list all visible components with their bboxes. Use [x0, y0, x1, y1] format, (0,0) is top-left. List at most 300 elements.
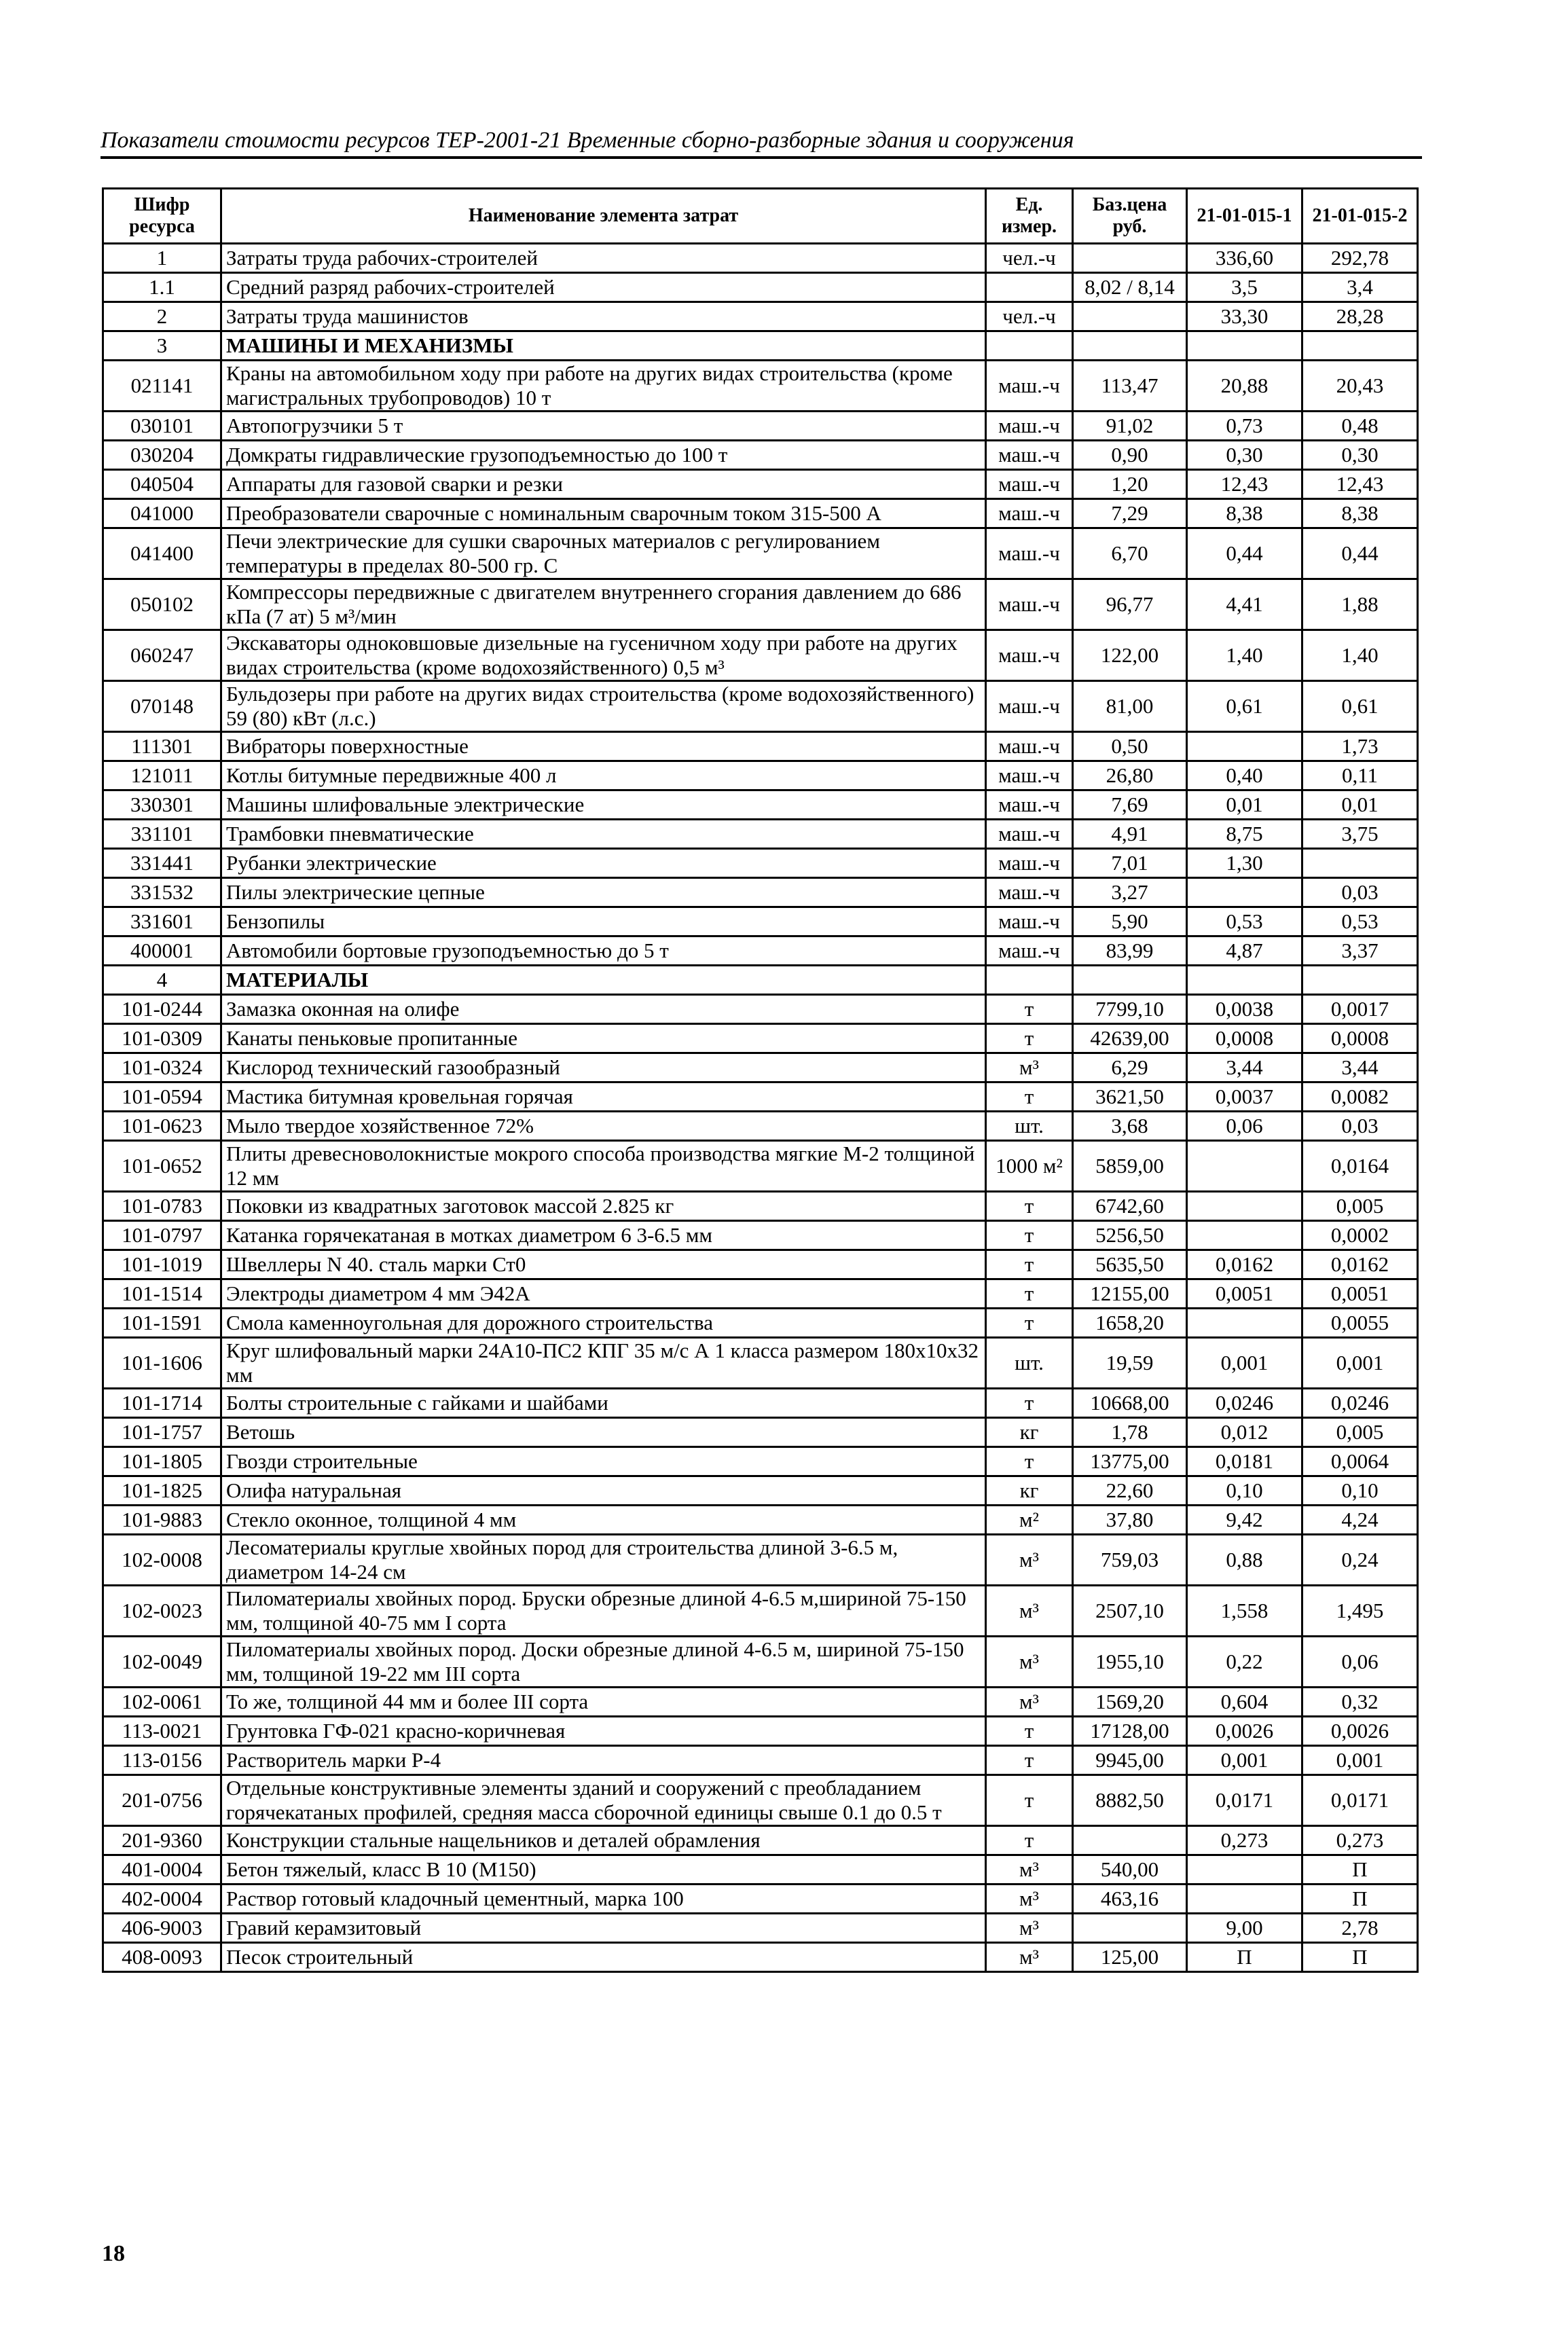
cell-name: Канаты пеньковые пропитанные: [221, 1024, 986, 1053]
cell-name: Домкраты гидравлические грузоподъемностью до 100 т: [221, 441, 986, 470]
cell-unit: м³: [986, 1637, 1073, 1688]
cell-code: 101-1805: [103, 1447, 221, 1476]
cell-price: 5,90: [1073, 907, 1187, 936]
cell-unit: маш.-ч: [986, 630, 1073, 681]
cell-v2: 1,40: [1302, 630, 1418, 681]
cell-unit: м³: [986, 1855, 1073, 1885]
cell-unit: маш.-ч: [986, 936, 1073, 966]
cell-price: 1,20: [1073, 470, 1187, 499]
table-row: [103, 1746, 1418, 1775]
cell-v1: 0,0162: [1187, 1250, 1302, 1279]
cell-v1: 33,30: [1187, 302, 1302, 331]
column-header: 21-01-015-2: [1302, 189, 1418, 244]
cell-v2: 0,0026: [1302, 1717, 1418, 1746]
cell-v2: [1302, 331, 1418, 361]
table-row: [103, 528, 1418, 579]
table-row: [103, 273, 1418, 302]
cell-code: 111301: [103, 732, 221, 761]
column-header: Ед. измер.: [986, 189, 1073, 244]
table-row: [103, 1082, 1418, 1112]
cell-name: Компрессоры передвижные с двигателем внутреннего сгорания давлением до 686 кПа (7 ат) 5 м³/мин: [221, 579, 986, 630]
table-row: [103, 1389, 1418, 1418]
cell-v1: 0,06: [1187, 1112, 1302, 1141]
cell-price: 6,29: [1073, 1053, 1187, 1082]
cell-v2: 0,30: [1302, 441, 1418, 470]
cell-v2: 0,61: [1302, 681, 1418, 732]
cell-unit: т: [986, 1279, 1073, 1309]
cell-code: 101-0309: [103, 1024, 221, 1053]
cell-code: 1.1: [103, 273, 221, 302]
cell-name: Автопогрузчики 5 т: [221, 412, 986, 441]
cell-price: [1073, 302, 1187, 331]
cell-unit: маш.-ч: [986, 790, 1073, 820]
cell-unit: [986, 273, 1073, 302]
cell-unit: маш.-ч: [986, 681, 1073, 732]
table-row: [103, 1637, 1418, 1688]
cell-price: 17128,00: [1073, 1717, 1187, 1746]
table-row: [103, 936, 1418, 966]
cell-v2: [1302, 849, 1418, 878]
cell-name: Преобразователи сварочные с номинальным сварочным током 315-500 А: [221, 499, 986, 528]
table-row: [103, 361, 1418, 412]
cell-v1: 0,273: [1187, 1826, 1302, 1855]
cell-v1: 0,001: [1187, 1338, 1302, 1389]
cell-v2: 0,11: [1302, 761, 1418, 790]
table-row: [103, 849, 1418, 878]
table-row: [103, 732, 1418, 761]
cell-v1: 0,40: [1187, 761, 1302, 790]
cell-name: Пиломатериалы хвойных пород. Бруски обрезные длиной 4-6.5 м,шириной 75-150 мм, толщиной 40-75 мм I сорта: [221, 1586, 986, 1637]
cell-v1: 8,75: [1187, 820, 1302, 849]
table-row: [103, 1885, 1418, 1914]
cell-price: 8,02 / 8,14: [1073, 273, 1187, 302]
cell-name: Краны на автомобильном ходу при работе на других видах строительства (кроме магистральных трубопроводов) 10 т: [221, 361, 986, 412]
cell-code: 331441: [103, 849, 221, 878]
cell-v2: 0,06: [1302, 1637, 1418, 1688]
cell-code: 102-0049: [103, 1637, 221, 1688]
cell-price: 1,78: [1073, 1418, 1187, 1447]
cell-price: 19,59: [1073, 1338, 1187, 1389]
cell-v1: [1187, 1141, 1302, 1192]
cell-price: 83,99: [1073, 936, 1187, 966]
cell-price: [1073, 331, 1187, 361]
cell-v1: 0,0026: [1187, 1717, 1302, 1746]
cell-v2: 0,03: [1302, 1112, 1418, 1141]
cell-price: 540,00: [1073, 1855, 1187, 1885]
cell-unit: шт.: [986, 1338, 1073, 1389]
cell-code: 408-0093: [103, 1943, 221, 1972]
cell-unit: т: [986, 1389, 1073, 1418]
cell-unit: [986, 331, 1073, 361]
cell-v1: 9,42: [1187, 1506, 1302, 1535]
cell-price: 9945,00: [1073, 1746, 1187, 1775]
cell-unit: кг: [986, 1418, 1073, 1447]
cell-unit: т: [986, 1250, 1073, 1279]
cell-name: Катанка горячекатаная в мотках диаметром 6 3-6.5 мм: [221, 1221, 986, 1250]
cell-price: 12155,00: [1073, 1279, 1187, 1309]
cell-v2: 0,0082: [1302, 1082, 1418, 1112]
cell-unit: маш.-ч: [986, 907, 1073, 936]
cell-name: Швеллеры N 40. сталь марки Ст0: [221, 1250, 986, 1279]
table-header-row: [103, 189, 1418, 244]
cell-v2: 0,01: [1302, 790, 1418, 820]
cell-price: [1073, 1914, 1187, 1943]
table-row: [103, 244, 1418, 273]
cell-price: 7,69: [1073, 790, 1187, 820]
table-body: [103, 244, 1418, 1972]
cell-name: Автомобили бортовые грузоподъемностью до 5 т: [221, 936, 986, 966]
cell-v1: 0,88: [1187, 1535, 1302, 1586]
cell-price: 91,02: [1073, 412, 1187, 441]
cell-name: Раствор готовый кладочный цементный, марка 100: [221, 1885, 986, 1914]
cell-v2: 0,0171: [1302, 1775, 1418, 1826]
cell-code: 331101: [103, 820, 221, 849]
cell-name: Олифа натуральная: [221, 1476, 986, 1506]
cell-price: 42639,00: [1073, 1024, 1187, 1053]
cell-v2: 2,78: [1302, 1914, 1418, 1943]
cell-v1: 0,53: [1187, 907, 1302, 936]
cell-name: Электроды диаметром 4 мм Э42А: [221, 1279, 986, 1309]
cell-code: 101-1714: [103, 1389, 221, 1418]
page-header: Показатели стоимости ресурсов ТЕР-2001-21 Временные сборно-разборные здания и сооружения: [101, 128, 1074, 153]
cell-name: Пиломатериалы хвойных пород. Доски обрезные длиной 4-6.5 м, шириной 75-150 мм, толщиной 19-22 мм III сорта: [221, 1637, 986, 1688]
cell-v1: [1187, 1192, 1302, 1221]
table-row: [103, 1688, 1418, 1717]
table-row: [103, 820, 1418, 849]
cell-v2: 3,37: [1302, 936, 1418, 966]
cell-price: 4,91: [1073, 820, 1187, 849]
cell-code: 101-1757: [103, 1418, 221, 1447]
table-row: [103, 761, 1418, 790]
cell-name: Отдельные конструктивные элементы зданий и сооружений с преобладанием горячекатаных профилей, средняя масса сборочной единицы свыше 0.1 до 0.5 т: [221, 1775, 986, 1826]
cell-code: 401-0004: [103, 1855, 221, 1885]
cell-code: 1: [103, 244, 221, 273]
cell-v2: 1,88: [1302, 579, 1418, 630]
table-row: [103, 1943, 1418, 1972]
table-row: [103, 1141, 1418, 1192]
cell-unit: маш.-ч: [986, 878, 1073, 907]
cell-v2: 0,24: [1302, 1535, 1418, 1586]
cell-price: 7,01: [1073, 849, 1187, 878]
cell-name: Бульдозеры при работе на других видах строительства (кроме водохозяйственного) 59 (80) кВт (л.с.): [221, 681, 986, 732]
cell-code: 113-0021: [103, 1717, 221, 1746]
table-row: [103, 579, 1418, 630]
cell-name: Затраты труда машинистов: [221, 302, 986, 331]
cell-v2: П: [1302, 1855, 1418, 1885]
cell-code: 030204: [103, 441, 221, 470]
cell-v1: 0,73: [1187, 412, 1302, 441]
table-row: [103, 470, 1418, 499]
column-header: Баз.цена руб.: [1073, 189, 1187, 244]
cell-name: Ветошь: [221, 1418, 986, 1447]
cell-code: 4: [103, 966, 221, 995]
table-row: [103, 441, 1418, 470]
cell-unit: м³: [986, 1943, 1073, 1972]
table-row: [103, 1053, 1418, 1082]
cell-v1: [1187, 1309, 1302, 1338]
cell-code: 101-0244: [103, 995, 221, 1024]
cell-v1: 0,10: [1187, 1476, 1302, 1506]
table-row: [103, 1192, 1418, 1221]
cell-name: Гравий керамзитовый: [221, 1914, 986, 1943]
table-row: [103, 1855, 1418, 1885]
table-row: [103, 1418, 1418, 1447]
cell-v1: 9,00: [1187, 1914, 1302, 1943]
table-row: [103, 1250, 1418, 1279]
table-row: [103, 1112, 1418, 1141]
cell-code: 2: [103, 302, 221, 331]
cell-price: 759,03: [1073, 1535, 1187, 1586]
cell-v2: 0,273: [1302, 1826, 1418, 1855]
cell-v1: 0,0008: [1187, 1024, 1302, 1053]
cell-v2: 1,73: [1302, 732, 1418, 761]
cell-unit: т: [986, 1775, 1073, 1826]
cell-name: Круг шлифовальный марки 24А10-ПС2 КПГ 35 м/с А 1 класса размером 180x10x32 мм: [221, 1338, 986, 1389]
resource-cost-table: [102, 187, 1419, 1973]
cell-v2: 1,495: [1302, 1586, 1418, 1637]
cell-v1: 336,60: [1187, 244, 1302, 273]
cell-code: 101-0797: [103, 1221, 221, 1250]
cell-v1: 0,0246: [1187, 1389, 1302, 1418]
cell-v2: 4,24: [1302, 1506, 1418, 1535]
cell-unit: м³: [986, 1586, 1073, 1637]
cell-code: 101-0324: [103, 1053, 221, 1082]
cell-name: То же, толщиной 44 мм и более III сорта: [221, 1688, 986, 1717]
table-row: [103, 1309, 1418, 1338]
cell-v1: [1187, 1885, 1302, 1914]
table-row: [103, 907, 1418, 936]
cell-code: 101-0594: [103, 1082, 221, 1112]
cell-unit: м³: [986, 1914, 1073, 1943]
cell-name: Экскаваторы одноковшовые дизельные на гусеничном ходу при работе на других видах строительства (кроме водохозяйственного) 0,5 м³: [221, 630, 986, 681]
cell-v2: 0,44: [1302, 528, 1418, 579]
cell-v2: П: [1302, 1885, 1418, 1914]
cell-v2: 0,53: [1302, 907, 1418, 936]
cell-code: 406-9003: [103, 1914, 221, 1943]
cell-price: 8882,50: [1073, 1775, 1187, 1826]
cell-code: 330301: [103, 790, 221, 820]
cell-price: [1073, 244, 1187, 273]
cell-unit: кг: [986, 1476, 1073, 1506]
cell-v2: 0,005: [1302, 1192, 1418, 1221]
cell-unit: маш.-ч: [986, 732, 1073, 761]
cell-code: 102-0061: [103, 1688, 221, 1717]
cell-name: Конструкции стальные нащельников и деталей обрамления: [221, 1826, 986, 1855]
cell-code: 060247: [103, 630, 221, 681]
cell-code: 101-1825: [103, 1476, 221, 1506]
cell-unit: т: [986, 1717, 1073, 1746]
cell-code: 3: [103, 331, 221, 361]
cell-v2: 0,48: [1302, 412, 1418, 441]
cell-name: Котлы битумные передвижные 400 л: [221, 761, 986, 790]
cell-unit: маш.-ч: [986, 441, 1073, 470]
cell-code: 041000: [103, 499, 221, 528]
cell-price: 7799,10: [1073, 995, 1187, 1024]
cell-v2: 0,0017: [1302, 995, 1418, 1024]
cell-code: 101-0783: [103, 1192, 221, 1221]
cell-name: Аппараты для газовой сварки и резки: [221, 470, 986, 499]
cell-name: Вибраторы поверхностные: [221, 732, 986, 761]
table-row: [103, 790, 1418, 820]
cell-price: [1073, 1826, 1187, 1855]
cell-v1: [1187, 1221, 1302, 1250]
table-row: [103, 1717, 1418, 1746]
cell-code: 101-1606: [103, 1338, 221, 1389]
cell-unit: маш.-ч: [986, 820, 1073, 849]
cell-unit: т: [986, 995, 1073, 1024]
cell-unit: маш.-ч: [986, 528, 1073, 579]
table-row: [103, 1338, 1418, 1389]
cell-name: Плиты древесноволокнистые мокрого способа производства мягкие М-2 толщиной 12 мм: [221, 1141, 986, 1192]
cell-name: МАШИНЫ И МЕХАНИЗМЫ: [221, 331, 986, 361]
cell-code: 113-0156: [103, 1746, 221, 1775]
table-row: [103, 1279, 1418, 1309]
cell-v1: 1,40: [1187, 630, 1302, 681]
cell-v2: 0,001: [1302, 1746, 1418, 1775]
cell-price: 96,77: [1073, 579, 1187, 630]
cell-unit: маш.-ч: [986, 579, 1073, 630]
cell-v2: 0,005: [1302, 1418, 1418, 1447]
cell-price: 13775,00: [1073, 1447, 1187, 1476]
cell-price: 37,80: [1073, 1506, 1187, 1535]
table-row: [103, 681, 1418, 732]
cell-name: Рубанки электрические: [221, 849, 986, 878]
cell-v2: 3,4: [1302, 273, 1418, 302]
cell-price: 1658,20: [1073, 1309, 1187, 1338]
cell-name: Гвозди строительные: [221, 1447, 986, 1476]
cell-unit: м³: [986, 1688, 1073, 1717]
cell-code: 121011: [103, 761, 221, 790]
cell-v2: 0,001: [1302, 1338, 1418, 1389]
cell-code: 101-1591: [103, 1309, 221, 1338]
cell-v2: 0,0055: [1302, 1309, 1418, 1338]
page-number: 18: [102, 2241, 125, 2266]
cell-v1: 0,0037: [1187, 1082, 1302, 1112]
cell-v2: 28,28: [1302, 302, 1418, 331]
cell-code: 070148: [103, 681, 221, 732]
table-row: [103, 1775, 1418, 1826]
cell-v1: 0,0171: [1187, 1775, 1302, 1826]
cell-name: Мыло твердое хозяйственное 72%: [221, 1112, 986, 1141]
cell-v1: 0,604: [1187, 1688, 1302, 1717]
cell-name: Смола каменноугольная для дорожного строительства: [221, 1309, 986, 1338]
cell-v1: 20,88: [1187, 361, 1302, 412]
cell-v2: 3,75: [1302, 820, 1418, 849]
cell-price: 10668,00: [1073, 1389, 1187, 1418]
cell-price: 5859,00: [1073, 1141, 1187, 1192]
table-row: [103, 1826, 1418, 1855]
cell-price: 7,29: [1073, 499, 1187, 528]
cell-name: Лесоматериалы круглые хвойных пород для строительства длиной 3-6.5 м, диаметром 14-24 см: [221, 1535, 986, 1586]
cell-v1: 12,43: [1187, 470, 1302, 499]
table-row: [103, 630, 1418, 681]
cell-name: Поковки из квадратных заготовок массой 2.825 кг: [221, 1192, 986, 1221]
cell-price: 5256,50: [1073, 1221, 1187, 1250]
table-row: [103, 1221, 1418, 1250]
cell-name: Трамбовки пневматические: [221, 820, 986, 849]
cell-unit: [986, 966, 1073, 995]
cell-name: Замазка оконная на олифе: [221, 995, 986, 1024]
cell-unit: маш.-ч: [986, 412, 1073, 441]
cell-unit: т: [986, 1826, 1073, 1855]
cell-unit: м³: [986, 1535, 1073, 1586]
cell-v2: 20,43: [1302, 361, 1418, 412]
cell-unit: м³: [986, 1053, 1073, 1082]
cell-code: 030101: [103, 412, 221, 441]
cell-v2: 0,0002: [1302, 1221, 1418, 1250]
cell-price: 81,00: [1073, 681, 1187, 732]
cell-v1: 0,44: [1187, 528, 1302, 579]
cell-name: МАТЕРИАЛЫ: [221, 966, 986, 995]
cell-price: 5635,50: [1073, 1250, 1187, 1279]
cell-unit: т: [986, 1024, 1073, 1053]
cell-code: 331601: [103, 907, 221, 936]
cell-unit: т: [986, 1192, 1073, 1221]
cell-unit: т: [986, 1082, 1073, 1112]
cell-code: 041400: [103, 528, 221, 579]
cell-v1: 1,30: [1187, 849, 1302, 878]
cell-price: 3621,50: [1073, 1082, 1187, 1112]
cell-v2: 0,0162: [1302, 1250, 1418, 1279]
cell-price: [1073, 966, 1187, 995]
cell-unit: м²: [986, 1506, 1073, 1535]
cell-price: 1955,10: [1073, 1637, 1187, 1688]
cell-unit: т: [986, 1746, 1073, 1775]
cell-unit: 1000 м²: [986, 1141, 1073, 1192]
cell-v1: П: [1187, 1943, 1302, 1972]
table-row: [103, 412, 1418, 441]
cell-unit: чел.-ч: [986, 302, 1073, 331]
cell-v1: [1187, 878, 1302, 907]
cell-v2: 12,43: [1302, 470, 1418, 499]
cell-v2: 292,78: [1302, 244, 1418, 273]
cell-code: 101-0652: [103, 1141, 221, 1192]
cell-price: 0,50: [1073, 732, 1187, 761]
table-row: [103, 1506, 1418, 1535]
cell-unit: шт.: [986, 1112, 1073, 1141]
cell-v1: 3,5: [1187, 273, 1302, 302]
cell-name: Стекло оконное, толщиной 4 мм: [221, 1506, 986, 1535]
column-header: Наименование элемента затрат: [221, 189, 986, 244]
cell-code: 201-9360: [103, 1826, 221, 1855]
section-row: [103, 966, 1418, 995]
table-row: [103, 499, 1418, 528]
table-row: [103, 995, 1418, 1024]
cell-unit: чел.-ч: [986, 244, 1073, 273]
column-header: Шифр ресурса: [103, 189, 221, 244]
cell-price: 2507,10: [1073, 1586, 1187, 1637]
cell-v2: 0,0164: [1302, 1141, 1418, 1192]
cell-v1: [1187, 331, 1302, 361]
cell-name: Грунтовка ГФ-021 красно-коричневая: [221, 1717, 986, 1746]
cell-code: 201-0756: [103, 1775, 221, 1826]
cell-price: 1569,20: [1073, 1688, 1187, 1717]
table-row: [103, 878, 1418, 907]
table-row: [103, 1535, 1418, 1586]
cell-code: 331532: [103, 878, 221, 907]
table-row: [103, 1476, 1418, 1506]
cell-name: Мастика битумная кровельная горячая: [221, 1082, 986, 1112]
cell-price: 26,80: [1073, 761, 1187, 790]
cell-name: Песок строительный: [221, 1943, 986, 1972]
cell-v1: 0,012: [1187, 1418, 1302, 1447]
cell-name: Машины шлифовальные электрические: [221, 790, 986, 820]
cell-price: 0,90: [1073, 441, 1187, 470]
cell-unit: м³: [986, 1885, 1073, 1914]
cell-v2: 3,44: [1302, 1053, 1418, 1082]
cell-v2: 0,0051: [1302, 1279, 1418, 1309]
cell-unit: т: [986, 1221, 1073, 1250]
